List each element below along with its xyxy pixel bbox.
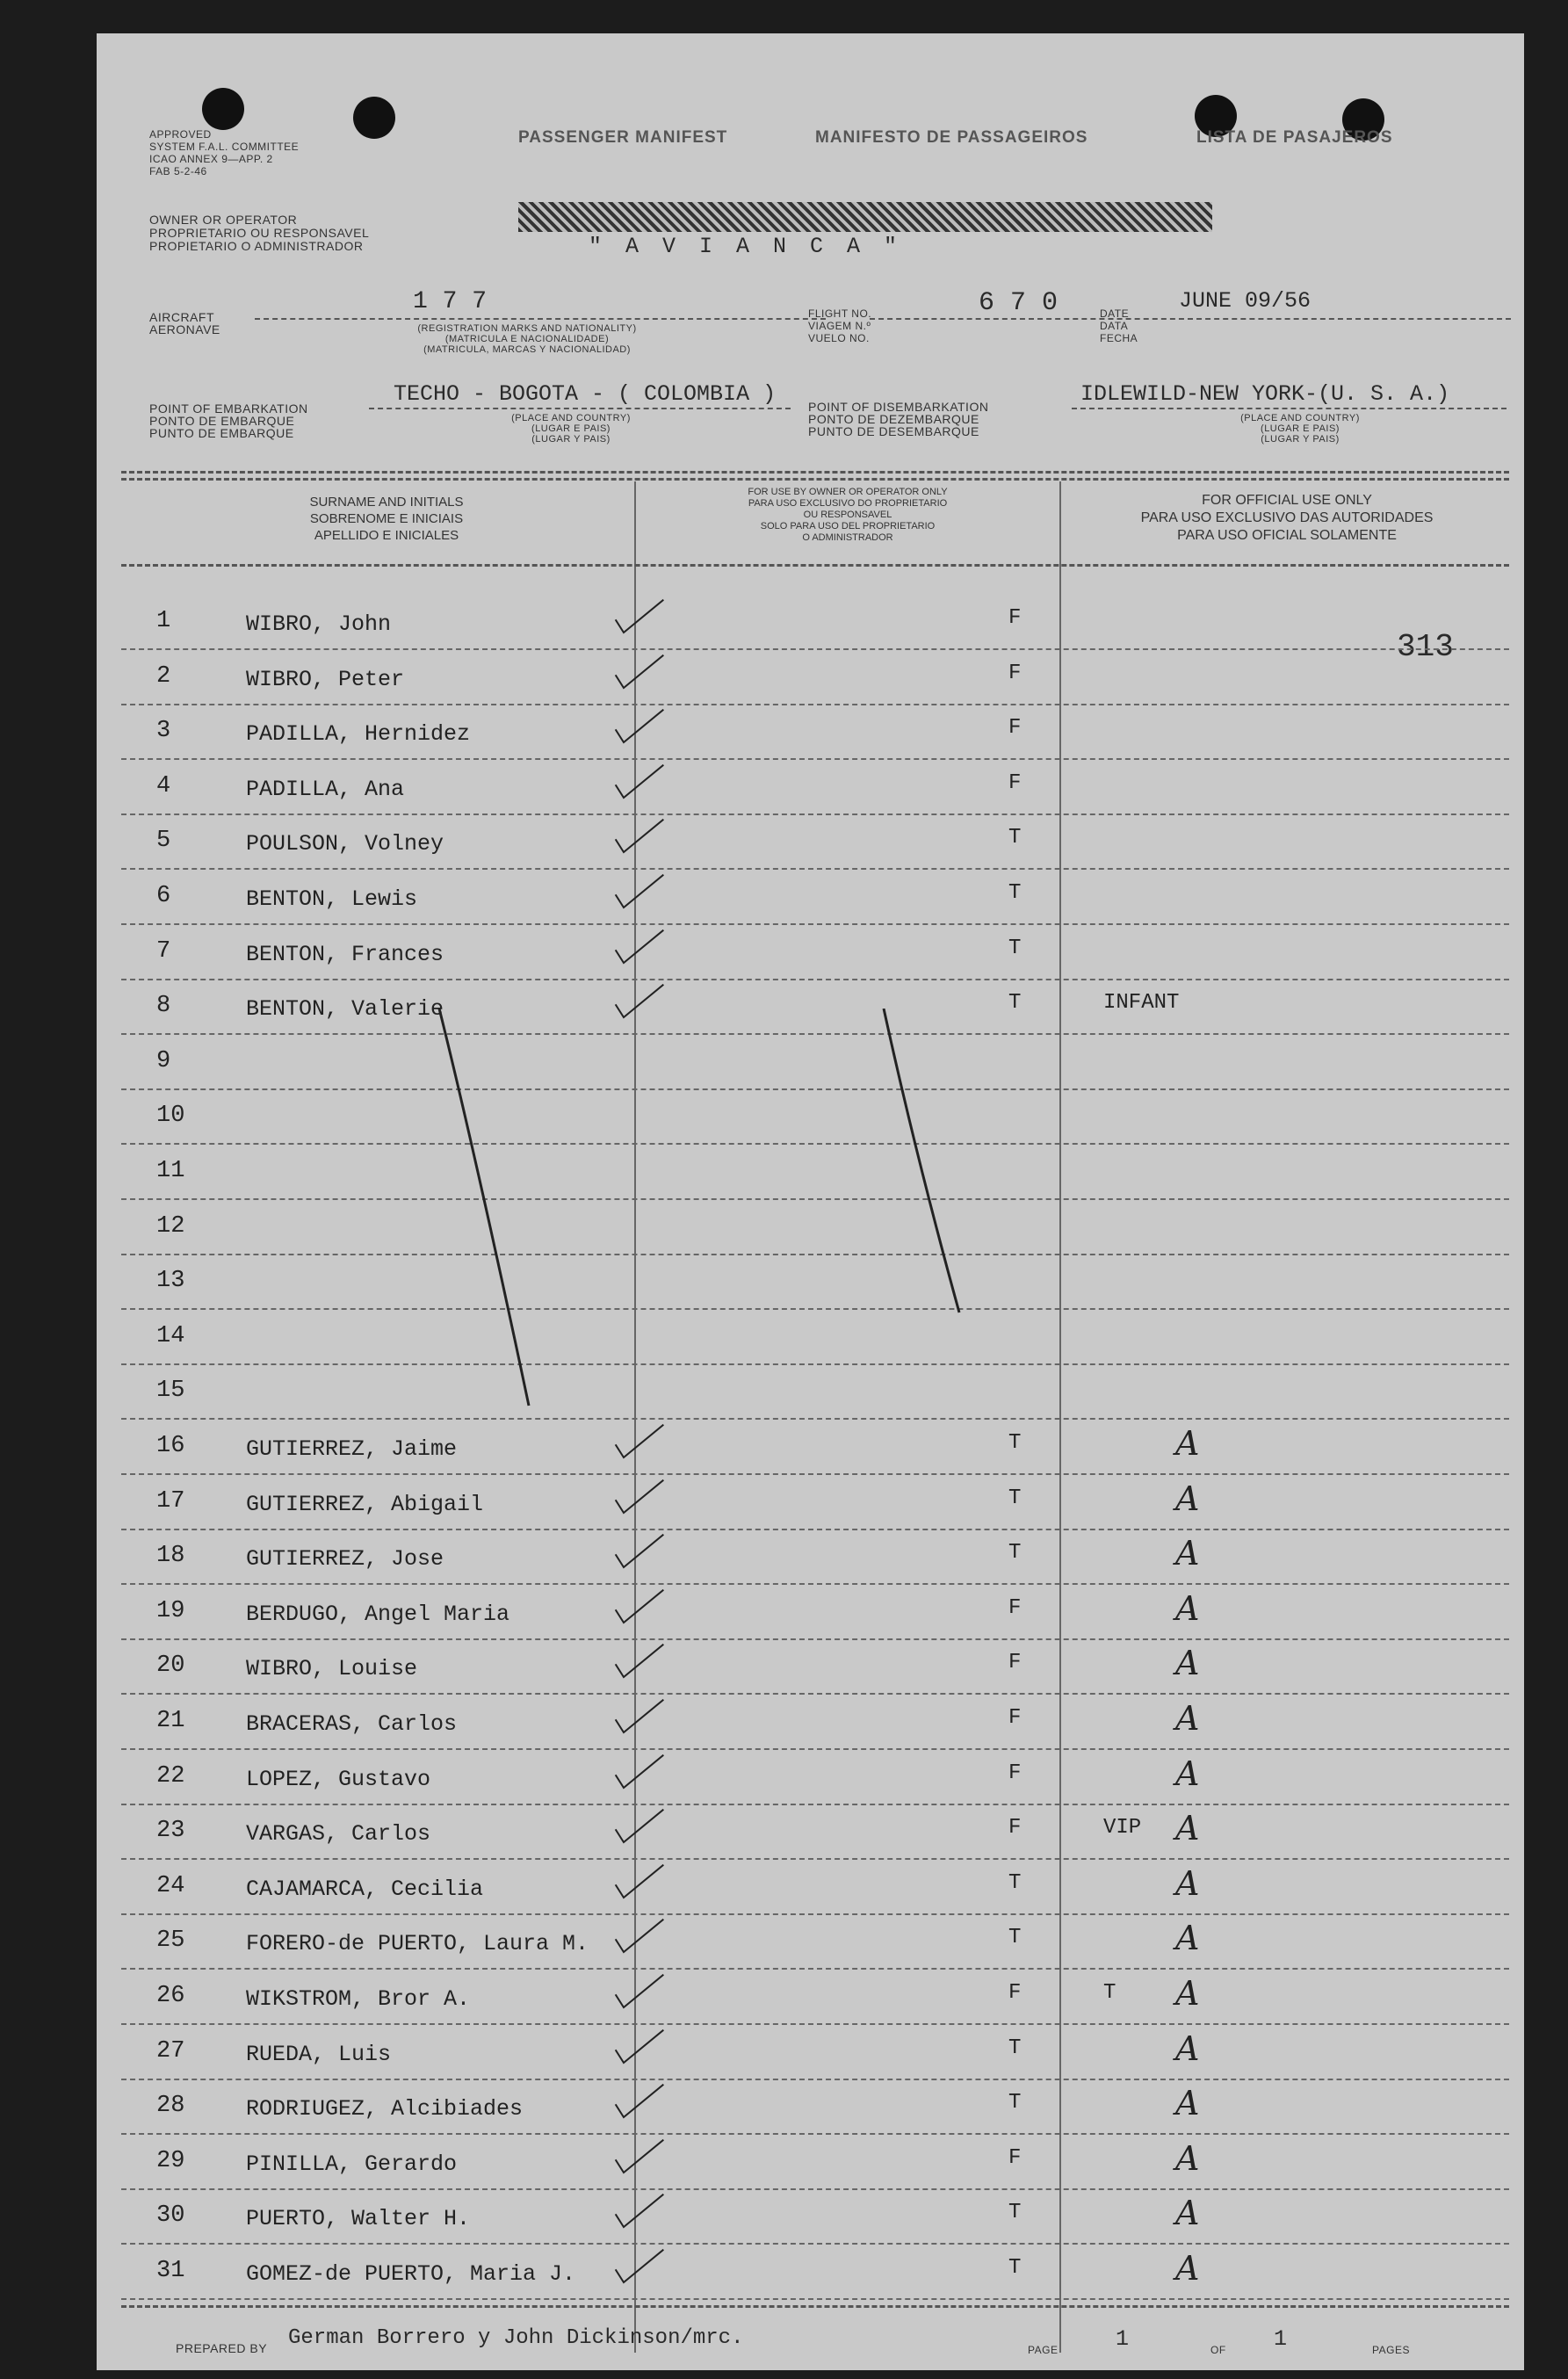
embark-place-label: (PLACE AND COUNTRY) (LUGAR E PAIS) (LUGAR Y PAIS) <box>511 413 631 445</box>
owner-code: F <box>1008 1706 1022 1730</box>
row-number: 30 <box>156 2202 185 2230</box>
row-number: 21 <box>156 1708 185 1734</box>
check-mark-icon <box>613 1800 666 1853</box>
check-mark-icon <box>613 1910 666 1963</box>
passenger-name: LOPEZ, Gustavo <box>246 1766 431 1792</box>
check-mark-icon <box>613 2240 666 2293</box>
table-row <box>121 1255 1509 1310</box>
check-mark-icon <box>613 2021 666 2073</box>
owner-code: T <box>1008 1541 1022 1566</box>
row-number: 2 <box>156 662 171 690</box>
table-row <box>121 2245 1509 2300</box>
row-number: 20 <box>156 1652 185 1680</box>
official-initial: A <box>1175 1699 1200 1738</box>
page-label: PAGE <box>1028 2344 1059 2356</box>
official-initial: A <box>1175 1588 1200 1628</box>
official-initial: A <box>1175 2194 1200 2233</box>
flight-label: FLIGHT NO. VIAGEM N.º VUELO NO. <box>808 307 872 344</box>
official-initial: A <box>1175 2084 1200 2123</box>
passenger-name: BENTON, Lewis <box>246 886 418 912</box>
passenger-name: BRACERAS, Carlos <box>246 1711 458 1737</box>
table-row <box>121 761 1509 815</box>
disembark-value: IDLEWILD-NEW YORK-(U. S. A.) <box>1080 381 1450 407</box>
official-initial: A <box>1175 1863 1200 1903</box>
check-mark-icon <box>613 975 666 1028</box>
passenger-name: WIBRO, John <box>246 611 392 637</box>
table-row <box>121 1751 1509 1805</box>
table-row <box>121 1915 1509 1970</box>
row-number: 26 <box>156 1983 185 2009</box>
table-row <box>121 1365 1509 1420</box>
table-row <box>121 815 1509 870</box>
passenger-name: BENTON, Frances <box>246 941 444 967</box>
title-portuguese: MANIFESTO DE PASSAGEIROS <box>815 128 1088 147</box>
flight-value: 6 7 0 <box>979 288 1059 318</box>
check-mark-icon <box>613 700 666 753</box>
disembark-place-label: (PLACE AND COUNTRY) (LUGAR E PAIS) (LUGAR Y PAIS) <box>1240 413 1360 445</box>
registration-label: (REGISTRATION MARKS AND NATIONALITY) (MATRICULA E NACIONALIDADE) (MATRICULA, MARCAS Y NACIONALIDAD) <box>417 323 637 355</box>
table-row <box>121 1970 1509 2025</box>
owner-code: F <box>1008 1651 1022 1675</box>
check-mark-icon <box>613 1471 666 1523</box>
aircraft-label: AIRCRAFT AERONAVE <box>149 310 220 336</box>
owner-code: T <box>1008 1870 1022 1895</box>
official-initial: A <box>1175 1974 1200 2013</box>
of-value: 1 <box>1274 2326 1288 2352</box>
official-initial: A <box>1175 2028 1200 2068</box>
row-number: 19 <box>156 1597 185 1624</box>
header-top-rule-2 <box>121 478 1509 481</box>
date-value: JUNE 09/56 <box>1179 288 1311 314</box>
owner-code: F <box>1008 2145 1022 2170</box>
row-number: 25 <box>156 1927 185 1955</box>
check-mark-icon <box>613 2130 666 2183</box>
approval-block: APPROVED SYSTEM F.A.L. COMMITTEE ICAO ANNEX 9—APP. 2 FAB 5-2-46 <box>149 128 300 177</box>
row-number: 16 <box>156 1433 185 1459</box>
row-number: 27 <box>156 2037 185 2064</box>
table-row <box>121 1421 1509 1475</box>
void-strike-right <box>878 1009 966 1316</box>
check-mark-icon <box>613 1580 666 1633</box>
table-row <box>121 1805 1509 1860</box>
row-number: 14 <box>156 1322 185 1349</box>
row-number: 28 <box>156 2093 185 2120</box>
passenger-name: CAJAMARCA, Cecilia <box>246 1876 484 1902</box>
title-spanish: LISTA DE PASAJEROS <box>1196 128 1393 147</box>
void-strike-left <box>430 1009 536 1413</box>
table-row <box>121 871 1509 925</box>
owner-code: T <box>1008 2036 1022 2060</box>
check-mark-icon <box>613 756 666 808</box>
of-label: OF <box>1210 2344 1226 2356</box>
check-mark-icon <box>613 1746 666 1798</box>
official-note: INFANT <box>1103 991 1180 1016</box>
passenger-name: BENTON, Valerie <box>246 996 444 1023</box>
header-top-rule <box>121 471 1509 474</box>
row-number: 22 <box>156 1762 185 1790</box>
check-mark-icon <box>613 1415 666 1468</box>
check-mark-icon <box>613 1635 666 1688</box>
owner-code: T <box>1008 2256 1022 2280</box>
table-row <box>121 1861 1509 1915</box>
official-initial: A <box>1175 1479 1200 1518</box>
disembark-label: POINT OF DISEMBARKATION PONTO DE DEZEMBARQUE PUNTO DE DESEMBARQUE <box>808 400 989 438</box>
table-row <box>121 1530 1509 1585</box>
passenger-name: RODRIUGEZ, Alcibiades <box>246 2096 524 2122</box>
table-row <box>121 1696 1509 1750</box>
date-label: DATE DATA FECHA <box>1100 307 1138 344</box>
passenger-name: PUERTO, Walter H. <box>246 2206 471 2232</box>
owner-code: F <box>1008 1981 1022 2005</box>
check-mark-icon <box>613 1855 666 1908</box>
table-row <box>121 926 1509 980</box>
check-mark-icon <box>613 2075 666 2128</box>
operator-name: " A V I A N C A " <box>589 234 903 259</box>
passenger-name: PINILLA, Gerardo <box>246 2151 458 2177</box>
passenger-name: WIKSTROM, Bror A. <box>246 1986 471 2012</box>
owner-code: T <box>1008 936 1022 960</box>
official-initial: A <box>1175 2138 1200 2178</box>
row-number: 29 <box>156 2147 185 2174</box>
owner-code: F <box>1008 1816 1022 1840</box>
official-initial: A <box>1175 1754 1200 1793</box>
passenger-name: RUEDA, Luis <box>246 2041 392 2067</box>
row-number: 24 <box>156 1872 185 1899</box>
passenger-name: BERDUGO, Angel Maria <box>246 1601 510 1627</box>
prepared-by-value: German Borrero y John Dickinson/mrc. <box>288 2326 744 2350</box>
aircraft-value: 1 7 7 <box>413 288 488 315</box>
col-header-surname: SURNAME AND INITIALS SOBRENOME E INICIAIS APELLIDO E INICIALES <box>309 495 464 543</box>
passenger-name: WIBRO, Peter <box>246 666 405 692</box>
punch-hole-2 <box>353 97 395 139</box>
official-initial: A <box>1175 1424 1200 1463</box>
table-row <box>121 1090 1509 1145</box>
check-mark-icon <box>613 921 666 973</box>
owner-label: OWNER OR OPERATOR PROPRIETARIO OU RESPONSAVEL PROPIETARIO O ADMINISTRADOR <box>149 213 370 253</box>
passenger-name: POULSON, Volney <box>246 831 444 857</box>
row-rule <box>121 2298 1509 2300</box>
header-bottom-rule <box>121 564 1509 567</box>
pages-label: PAGES <box>1372 2344 1410 2356</box>
check-mark-icon <box>613 1965 666 2018</box>
page-value: 1 <box>1116 2326 1130 2352</box>
row-number: 1 <box>156 608 171 634</box>
passenger-name: FORERO-de PUERTO, Laura M. <box>246 1931 589 1957</box>
owner-code: F <box>1008 1595 1022 1620</box>
row-number: 4 <box>156 772 171 799</box>
official-note: VIP <box>1103 1816 1142 1840</box>
table-row <box>121 2136 1509 2190</box>
table-row <box>121 596 1509 650</box>
title-english: PASSENGER MANIFEST <box>518 128 728 147</box>
row-number: 15 <box>156 1378 185 1405</box>
passenger-name: WIBRO, Louise <box>246 1656 418 1682</box>
passenger-name: PADILLA, Ana <box>246 776 405 802</box>
embark-value: TECHO - BOGOTA - ( COLOMBIA ) <box>394 381 777 407</box>
official-initial: A <box>1175 1644 1200 1683</box>
passenger-name: GOMEZ-de PUERTO, Maria J. <box>246 2261 576 2287</box>
check-mark-icon <box>613 646 666 698</box>
row-number: 10 <box>156 1103 185 1130</box>
row-number: 13 <box>156 1268 185 1295</box>
passenger-name: GUTIERREZ, Jaime <box>246 1436 458 1462</box>
operator-strikeout <box>518 202 1212 232</box>
table-row <box>121 980 1509 1035</box>
row-number: 31 <box>156 2258 185 2284</box>
owner-code: T <box>1008 991 1022 1016</box>
owner-code: T <box>1008 1431 1022 1455</box>
owner-code: F <box>1008 661 1022 685</box>
check-mark-icon <box>613 590 666 643</box>
table-row <box>121 2190 1509 2245</box>
col-header-owner-use: FOR USE BY OWNER OR OPERATOR ONLY PARA USO EXCLUSIVO DO PROPRIETARIO OU RESPONSAVEL SOLO PARA USO DEL PROPRIETARIO O ADMINISTRADOR <box>748 487 948 543</box>
table-row <box>121 1201 1509 1255</box>
owner-code: T <box>1008 2201 1022 2225</box>
owner-code: T <box>1008 881 1022 905</box>
row-number: 11 <box>156 1158 185 1184</box>
punch-hole-1 <box>202 88 244 130</box>
table-row <box>121 1311 1509 1365</box>
row-number: 8 <box>156 993 171 1020</box>
check-mark-icon <box>613 2185 666 2238</box>
table-row <box>121 705 1509 760</box>
table-row <box>121 651 1509 705</box>
embark-label: POINT OF EMBARKATION PONTO DE EMBARQUE PUNTO DE EMBARQUE <box>149 401 308 440</box>
check-mark-icon <box>613 865 666 918</box>
table-row <box>121 2026 1509 2080</box>
row-number: 3 <box>156 718 171 745</box>
official-note: T <box>1103 1981 1116 2005</box>
official-initial: A <box>1175 2249 1200 2288</box>
owner-code: T <box>1008 826 1022 850</box>
table-row <box>121 1476 1509 1530</box>
passenger-name: PADILLA, Hernidez <box>246 721 471 748</box>
official-initial: A <box>1175 1809 1200 1848</box>
row-number: 7 <box>156 937 171 965</box>
table-row <box>121 1586 1509 1640</box>
row-number: 17 <box>156 1487 185 1515</box>
col-header-official-use: FOR OFFICIAL USE ONLY PARA USO EXCLUSIVO DAS AUTORIDADES PARA USO OFICIAL SOLAMENTE <box>1140 493 1434 543</box>
row-number: 5 <box>156 828 171 855</box>
owner-code: F <box>1008 1761 1022 1785</box>
footer-rule <box>121 2305 1509 2308</box>
official-initial: A <box>1175 1919 1200 1958</box>
passenger-name: VARGAS, Carlos <box>246 1821 431 1848</box>
table-row <box>121 1036 1509 1090</box>
table-row <box>121 2080 1509 2135</box>
check-mark-icon <box>613 810 666 863</box>
official-number: 313 <box>1397 629 1454 665</box>
owner-code: F <box>1008 770 1022 795</box>
owner-code: T <box>1008 2091 1022 2115</box>
owner-code: F <box>1008 716 1022 741</box>
row-number: 18 <box>156 1543 185 1570</box>
row-number: 12 <box>156 1212 185 1240</box>
row-number: 23 <box>156 1818 185 1845</box>
owner-code: T <box>1008 1926 1022 1950</box>
row-number: 9 <box>156 1047 171 1074</box>
table-row <box>121 1640 1509 1695</box>
passenger-name: GUTIERREZ, Abigail <box>246 1491 484 1517</box>
check-mark-icon <box>613 1525 666 1578</box>
owner-code: T <box>1008 1486 1022 1510</box>
owner-code: F <box>1008 606 1022 630</box>
official-initial: A <box>1175 1534 1200 1573</box>
row-number: 6 <box>156 883 171 909</box>
passenger-name: GUTIERREZ, Jose <box>246 1546 444 1573</box>
check-mark-icon <box>613 1690 666 1743</box>
manifest-sheet <box>97 33 1524 2370</box>
prepared-label: PREPARED BY <box>176 2341 268 2355</box>
table-row <box>121 1146 1509 1200</box>
